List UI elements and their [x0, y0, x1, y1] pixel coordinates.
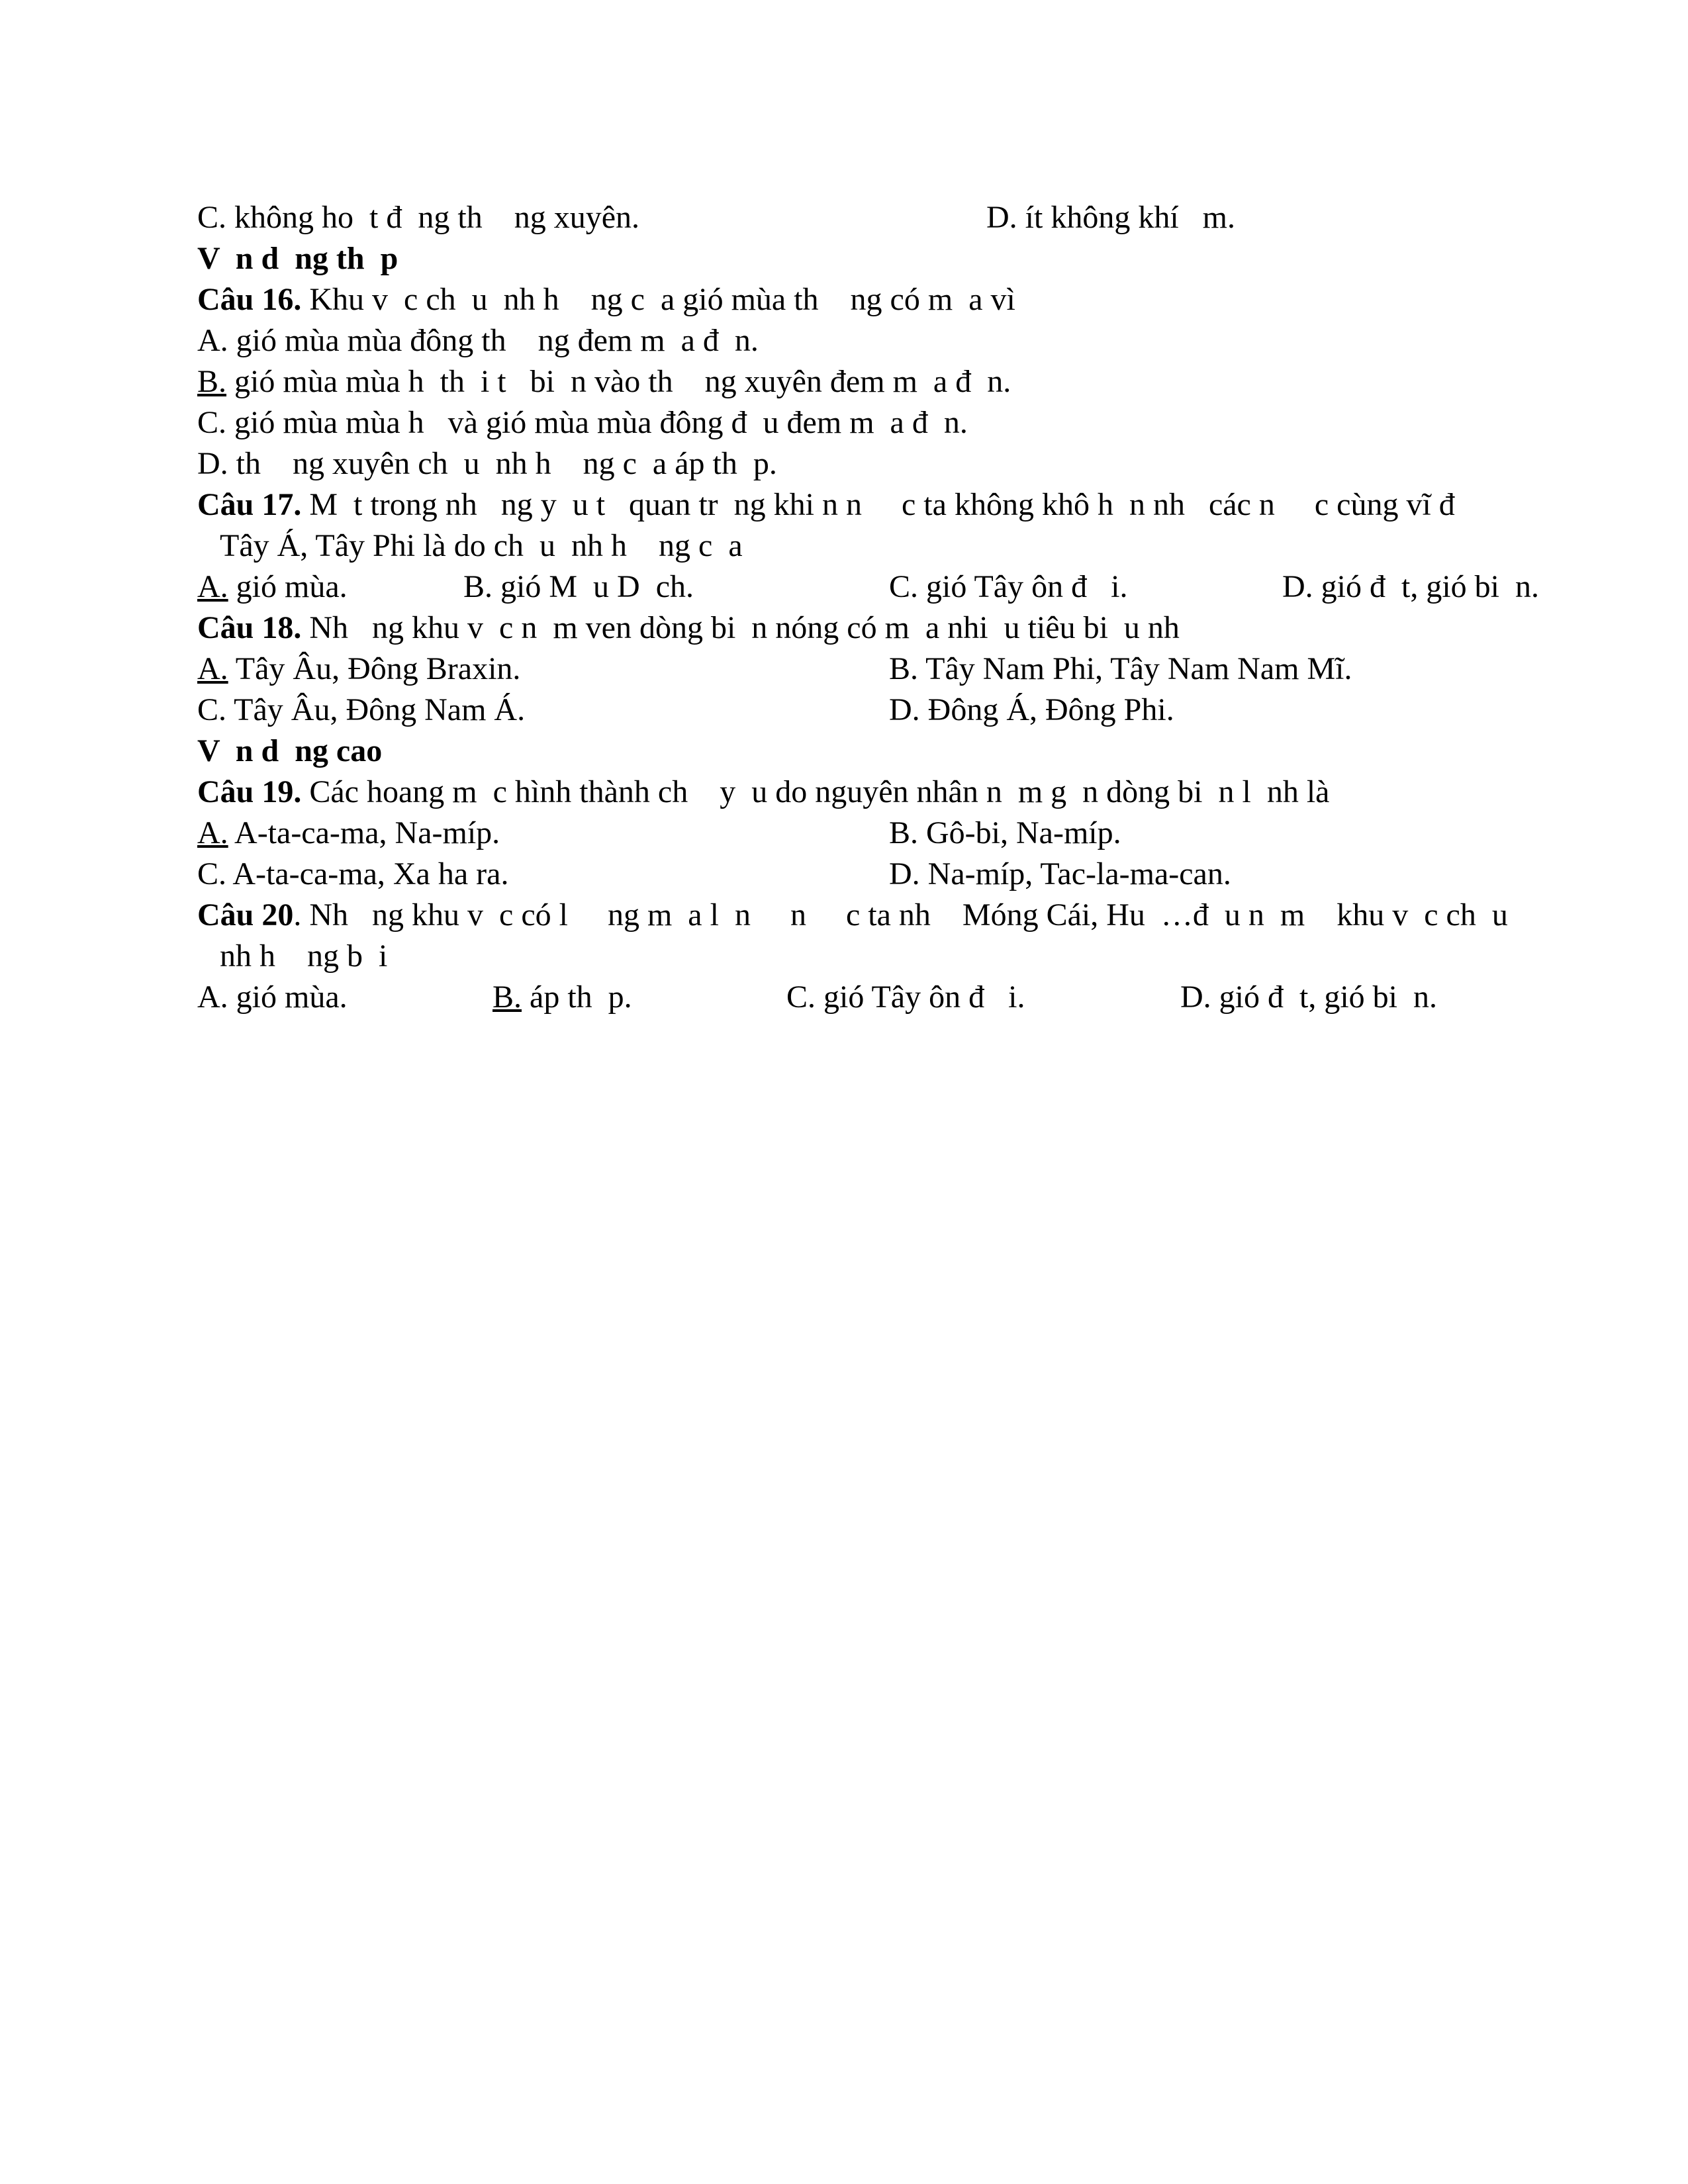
q15-option-d: D. ít không khí m. — [986, 200, 1236, 235]
q17-option-a — [197, 567, 348, 608]
question-19-stem: Các hoang m c hình thành ch y u do nguyên nhân n m g n dòng bi n l nh là — [301, 774, 1330, 809]
q16-option-c: C. gió mùa mùa h và gió mùa mùa đông đ u đem m a đ n. — [197, 405, 968, 440]
question-20 — [197, 895, 1508, 936]
q16-option-b-text: gió mùa mùa h th i t bi n vào th ng xuyên đem m a đ n. — [226, 364, 1011, 399]
q17-option-c: C. gió Tây ôn đ i. — [889, 569, 1128, 604]
question-18-label: Câu 18. — [197, 610, 302, 645]
q19-option-d: D. Na-míp, Tac-la-ma-can. — [889, 856, 1231, 891]
question-19 — [197, 772, 1329, 813]
q16-option-a: A. gió mùa mùa đông th ng đem m a đ n. — [197, 323, 759, 358]
section-heading-apply-high: V n d ng cao — [197, 733, 383, 768]
question-20-label: Câu 20 — [197, 897, 294, 933]
question-16 — [197, 279, 1015, 320]
section-heading-apply-low: V n d ng th p — [197, 241, 399, 276]
q18-option-a — [197, 649, 520, 690]
q17-option-d: D. gió đ t, gió bi n. — [1282, 569, 1540, 604]
q17-option-a-text: gió mùa. — [228, 569, 348, 604]
question-17-label: Câu 17. — [197, 487, 302, 522]
q18-option-c: C. Tây Âu, Đông Nam Á. — [197, 692, 526, 727]
q19-option-c: C. A-ta-ca-ma, Xa ha ra. — [197, 856, 509, 891]
q15-option-c: C. không ho t đ ng th ng xuyên. — [197, 200, 639, 235]
q20-answer-key: B. — [492, 979, 522, 1015]
q20-option-c: C. gió Tây ôn đ i. — [786, 979, 1025, 1015]
q19-option-a — [197, 813, 500, 854]
q18-option-d: D. Đông Á, Đông Phi. — [889, 692, 1174, 727]
question-16-label: Câu 16. — [197, 282, 302, 317]
q18-option-a-text: Tây Âu, Đông Braxin. — [228, 651, 521, 686]
q20-option-b — [492, 977, 632, 1018]
question-17 — [197, 484, 1455, 525]
q19-answer-key: A. — [197, 815, 228, 850]
q18-answer-key: A. — [197, 651, 228, 686]
question-18 — [197, 608, 1180, 649]
question-16-stem: Khu v c ch u nh h ng c a gió mùa th ng có m a vì — [301, 282, 1015, 317]
q18-option-b: B. Tây Nam Phi, Tây Nam Nam Mĩ. — [889, 651, 1352, 686]
question-20-stem-continued: nh h ng b i — [220, 938, 388, 974]
question-19-label: Câu 19. — [197, 774, 302, 809]
q16-answer-key: B. — [197, 364, 227, 399]
q20-option-a: A. gió mùa. — [197, 979, 348, 1015]
question-17-stem: M t trong nh ng y u t quan tr ng khi n n c ta không khô h n nh các n c cùng vĩ đ — [301, 487, 1455, 522]
q19-option-a-text: A-ta-ca-ma, Na-míp. — [228, 815, 500, 850]
question-18-stem: Nh ng khu v c n m ven dòng bi n nóng có m a nhi u tiêu bi u nh — [301, 610, 1180, 645]
q20-option-b-text: áp th p. — [522, 979, 632, 1015]
question-20-stem: . Nh ng khu v c có l ng m a l n n c ta nh Móng Cái, Hu …đ u n m khu v c ch u — [293, 897, 1508, 933]
q16-option-d: D. th ng xuyên ch u nh h ng c a áp th p. — [197, 446, 777, 481]
q16-option-b — [197, 361, 1011, 402]
q17-option-b: B. gió M u D ch. — [463, 569, 694, 604]
q20-option-d: D. gió đ t, gió bi n. — [1180, 979, 1438, 1015]
q19-option-b: B. Gô-bi, Na-míp. — [889, 815, 1121, 850]
q17-answer-key: A. — [197, 569, 228, 604]
question-17-stem-continued: Tây Á, Tây Phi là do ch u nh h ng c a — [220, 528, 743, 563]
